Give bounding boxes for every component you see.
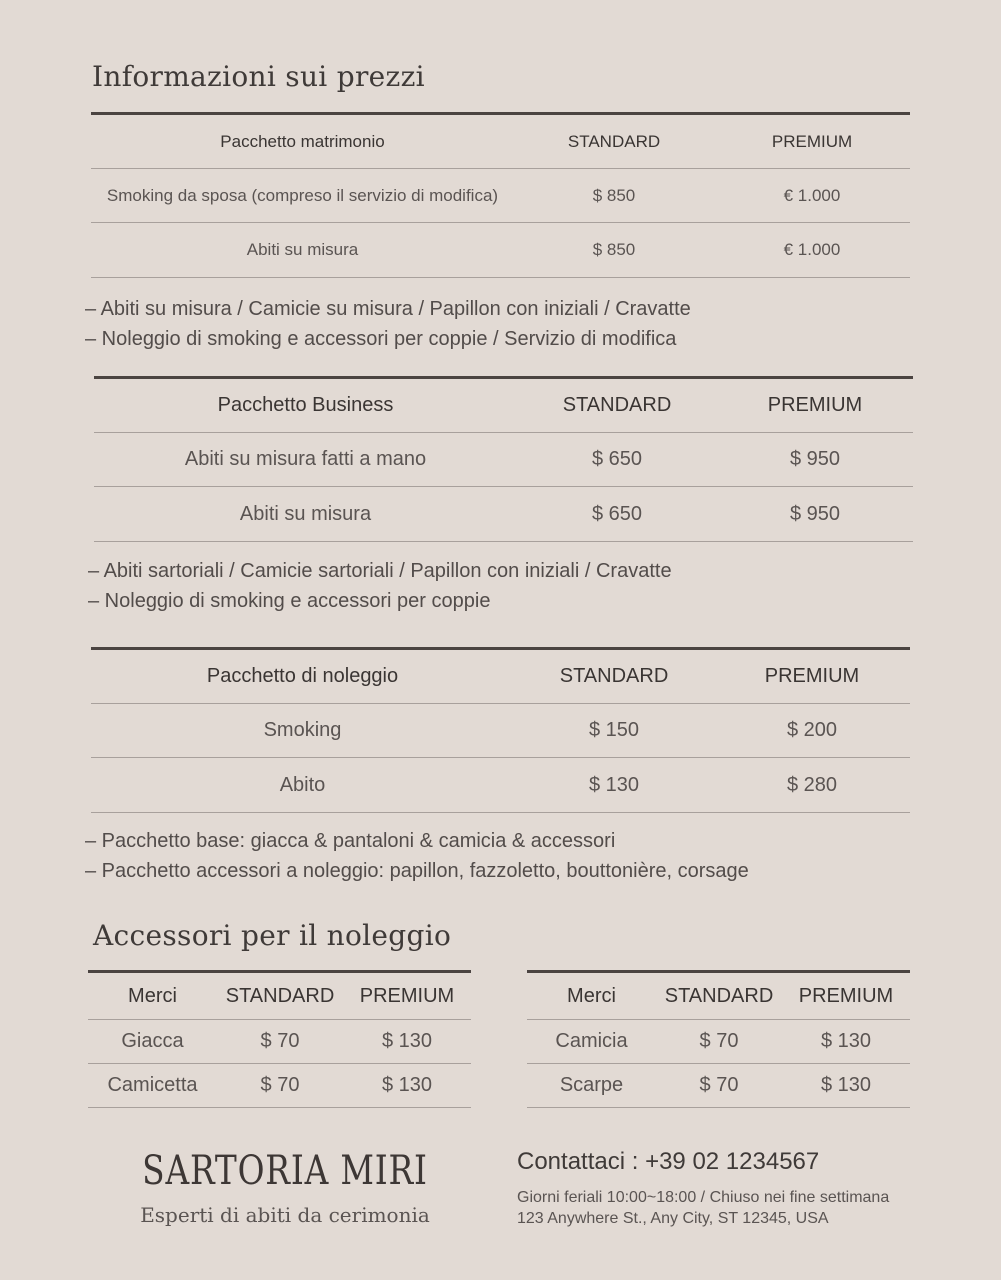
business-package-table <box>94 376 913 542</box>
table-row <box>91 169 910 223</box>
column-header-standard: STANDARD <box>517 378 717 433</box>
rental-package-notes <box>85 826 749 886</box>
premium-price: $ 950 <box>717 487 913 542</box>
premium-price: $ 130 <box>782 1064 910 1108</box>
standard-price: $ 150 <box>514 704 714 758</box>
standard-price: $ 650 <box>517 433 717 487</box>
item-name: Smoking da sposa (compreso il servizio di modifica) <box>91 169 514 223</box>
column-header-standard: STANDARD <box>656 972 782 1020</box>
premium-price: $ 130 <box>782 1020 910 1064</box>
accessories-table-right <box>527 970 910 1108</box>
item-name: Abiti su misura <box>94 487 517 542</box>
column-header-item: Merci <box>88 972 217 1020</box>
column-header-standard: STANDARD <box>217 972 343 1020</box>
accessories-table-left <box>88 970 471 1108</box>
column-header-package: Pacchetto Business <box>94 378 517 433</box>
business-package-notes <box>88 556 672 616</box>
column-header-package: Pacchetto matrimonio <box>91 114 514 169</box>
contact-phone: Contattaci : +39 02 1234567 <box>517 1148 820 1175</box>
note-item: – Abiti su misura / Camicie su misura / Papillon con iniziali / Cravatte <box>85 298 691 320</box>
address: 123 Anywhere St., Any City, ST 12345, USA <box>517 1210 829 1227</box>
note-item: – Pacchetto base: giacca & pantaloni & camicia & accessori <box>85 830 616 852</box>
table-row <box>94 487 913 542</box>
standard-price: $ 70 <box>217 1020 343 1064</box>
item-name: Camicetta <box>88 1064 217 1108</box>
standard-price: $ 850 <box>514 223 714 278</box>
note-item: – Pacchetto accessori a noleggio: papillon, fazzoletto, bouttonière, corsage <box>85 860 749 882</box>
column-header-premium: PREMIUM <box>782 972 910 1020</box>
column-header-standard: STANDARD <box>514 114 714 169</box>
brand-tagline: Esperti di abiti da cerimonia <box>140 1203 430 1227</box>
column-header-premium: PREMIUM <box>714 114 910 169</box>
rental-package-table <box>91 647 910 813</box>
item-name: Abiti su misura fatti a mano <box>94 433 517 487</box>
standard-price: $ 70 <box>656 1020 782 1064</box>
premium-price: € 1.000 <box>714 223 910 278</box>
premium-price: € 1.000 <box>714 169 910 223</box>
note-item: – Noleggio di smoking e accessori per coppie <box>88 590 491 612</box>
table-row <box>91 758 910 813</box>
column-header-package: Pacchetto di noleggio <box>91 649 514 704</box>
premium-price: $ 200 <box>714 704 910 758</box>
item-name: Abito <box>91 758 514 813</box>
item-name: Smoking <box>91 704 514 758</box>
column-header-premium: PREMIUM <box>714 649 910 704</box>
premium-price: $ 130 <box>343 1064 471 1108</box>
standard-price: $ 650 <box>517 487 717 542</box>
wedding-package-table <box>91 112 910 278</box>
column-header-premium: PREMIUM <box>717 378 913 433</box>
column-header-premium: PREMIUM <box>343 972 471 1020</box>
brand-name: SARTORIA MIRI <box>142 1148 428 1194</box>
standard-price: $ 850 <box>514 169 714 223</box>
premium-price: $ 130 <box>343 1020 471 1064</box>
standard-price: $ 70 <box>217 1064 343 1108</box>
table-row <box>88 1020 471 1064</box>
pricing-section-title: Informazioni sui prezzi <box>92 60 425 93</box>
table-row <box>527 1064 910 1108</box>
accessories-section-title: Accessori per il noleggio <box>93 919 452 952</box>
column-header-standard: STANDARD <box>514 649 714 704</box>
item-name: Giacca <box>88 1020 217 1064</box>
standard-price: $ 130 <box>514 758 714 813</box>
item-name: Camicia <box>527 1020 656 1064</box>
item-name: Scarpe <box>527 1064 656 1108</box>
column-header-item: Merci <box>527 972 656 1020</box>
table-row <box>527 1020 910 1064</box>
standard-price: $ 70 <box>656 1064 782 1108</box>
premium-price: $ 280 <box>714 758 910 813</box>
table-row <box>94 433 913 487</box>
table-row <box>91 704 910 758</box>
premium-price: $ 950 <box>717 433 913 487</box>
table-row <box>91 223 910 278</box>
opening-hours: Giorni feriali 10:00~18:00 / Chiuso nei fine settimana <box>517 1189 890 1206</box>
table-row <box>88 1064 471 1108</box>
wedding-package-notes <box>85 294 691 354</box>
note-item: – Noleggio di smoking e accessori per coppie / Servizio di modifica <box>85 328 677 350</box>
item-name: Abiti su misura <box>91 223 514 278</box>
note-item: – Abiti sartoriali / Camicie sartoriali / Papillon con iniziali / Cravatte <box>88 560 672 582</box>
